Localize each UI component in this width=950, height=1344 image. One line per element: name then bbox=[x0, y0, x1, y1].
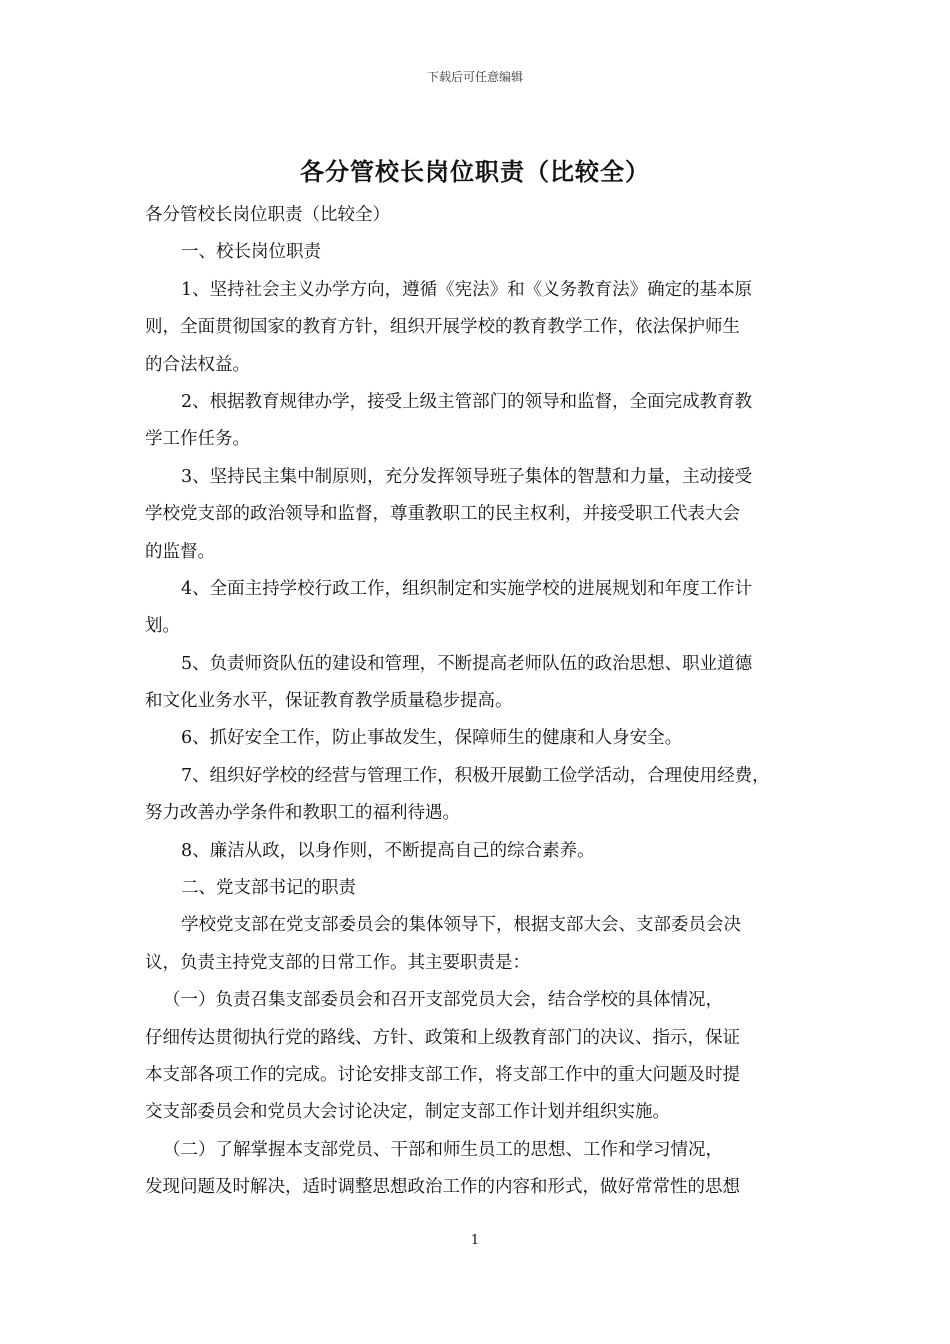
paragraph-line: 交支部委员会和党员大会讨论决定，制定支部工作计划并组织实施。 bbox=[145, 1102, 670, 1123]
paragraph-line: 议，负责主持党支部的日常工作。其主要职责是： bbox=[145, 952, 530, 973]
paragraph-line: （一）负责召集支部委员会和召开支部党员大会，结合学校的具体情况， bbox=[163, 990, 723, 1011]
page-number: 1 bbox=[470, 1233, 480, 1248]
header-note: 下载后可任意编辑 bbox=[426, 70, 523, 84]
paragraph-line: 本支部各项工作的完成。讨论安排支部工作，将支部工作中的重大问题及时提 bbox=[145, 1064, 740, 1085]
paragraph-line: 发现问题及时解决，适时调整思想政治工作的内容和形式，做好常常性的思想 bbox=[145, 1177, 740, 1198]
paragraph-line: 学校党支部的政治领导和监督，尊重教职工的民主权利，并接受职工代表大会 bbox=[145, 504, 740, 525]
paragraph-line: 6、抓好安全工作，防止事故发生，保障师生的健康和人身安全。 bbox=[181, 728, 683, 749]
paragraph-line: 4、全面主持学校行政工作，组织制定和实施学校的进展规划和年度工作计 bbox=[181, 578, 753, 599]
paragraph-line: 和文化业务水平，保证教育教学质量稳步提高。 bbox=[145, 691, 513, 712]
paragraph-line: 学工作任务。 bbox=[145, 429, 250, 450]
paragraph-line: 学校党支部在党支部委员会的集体领导下，根据支部大会、支部委员会决 bbox=[181, 915, 741, 936]
paragraph-line: 各分管校长岗位职责（比较全） bbox=[145, 205, 390, 225]
paragraph-line: （二）了解掌握本支部党员、干部和师生员工的思想、工作和学习情况， bbox=[163, 1139, 723, 1160]
section-heading: 二、党支部书记的职责 bbox=[181, 878, 356, 899]
paragraph-line: 划。 bbox=[145, 616, 180, 637]
paragraph-line: 7、组织好学校的经营与管理工作，积极开展勤工俭学活动，合理使用经费， bbox=[181, 765, 770, 786]
paragraph-line: 的合法权益。 bbox=[145, 354, 250, 375]
paragraph-line: 3、坚持民主集中制原则，充分发挥领导班子集体的智慧和力量，主动接受 bbox=[181, 466, 753, 487]
paragraph-line: 的监督。 bbox=[145, 541, 215, 562]
paragraph-line: 5、负责师资队伍的建设和管理，不断提高老师队伍的政治思想、职业道德 bbox=[181, 653, 753, 674]
paragraph-line: 1、坚持社会主义办学方向，遵循《宪法》和《义务教育法》确定的基本原 bbox=[181, 279, 753, 300]
section-heading: 一、校长岗位职责 bbox=[181, 242, 321, 263]
paragraph-line: 努力改善办学条件和教职工的福利待遇。 bbox=[145, 803, 460, 824]
document-body bbox=[145, 197, 817, 1207]
paragraph-line: 8、廉洁从政，以身作则，不断提高自己的综合素养。 bbox=[181, 840, 595, 861]
paragraph-line: 则，全面贯彻国家的教育方针，组织开展学校的教育教学工作，依法保护师生 bbox=[145, 317, 740, 338]
paragraph-line: 仔细传达贯彻执行党的路线、方针、政策和上级教育部门的决议、指示，保证 bbox=[145, 1027, 740, 1048]
document-title: 各分管校长岗位职责（比较全） bbox=[300, 157, 650, 186]
paragraph-line: 2、根据教育规律办学，接受上级主管部门的领导和监督，全面完成教育教 bbox=[181, 391, 753, 412]
